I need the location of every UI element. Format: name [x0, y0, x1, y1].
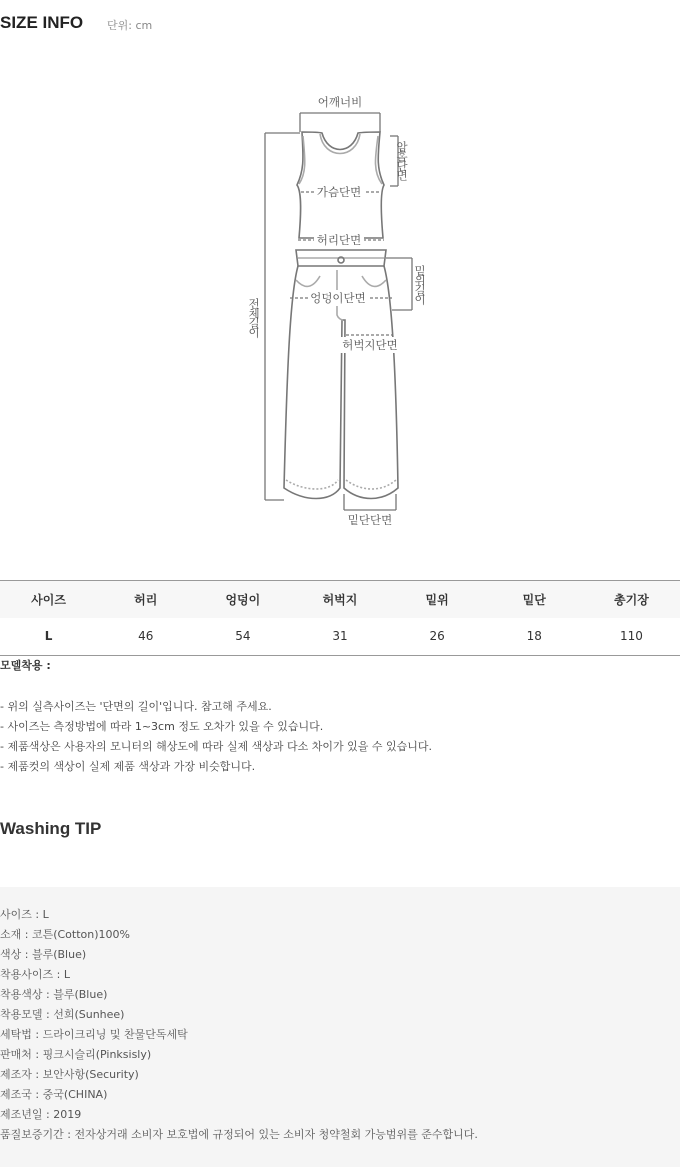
- label-waist: 허리단면: [316, 233, 362, 247]
- label-hip: 엉덩이단면: [310, 291, 366, 305]
- col-waist: 허리: [97, 581, 194, 618]
- cell-waist: 46: [97, 618, 194, 656]
- label-chest: 가슴단면: [316, 185, 362, 199]
- note-item: - 제품컷의 색상이 실제 제품 색상과 가장 비슷합니다.: [0, 760, 256, 773]
- note-item: - 위의 실측사이즈는 '단면의 길이'입니다. 참고해 주세요.: [0, 700, 272, 713]
- info-country: 제조국 : 중국(CHINA): [0, 1088, 108, 1101]
- label-total-length: 전체길이: [247, 298, 261, 336]
- col-thigh: 허벅지: [291, 581, 388, 618]
- note-item: - 사이즈는 측정방법에 따라 1~3cm 정도 오차가 있을 수 있습니다.: [0, 720, 324, 733]
- product-info-list: [0, 905, 478, 1145]
- cell-size: L: [0, 618, 97, 656]
- product-info-box: [0, 887, 680, 1167]
- cell-hip: 54: [194, 618, 291, 656]
- cell-total-length: 110: [583, 618, 680, 656]
- info-model: 착용모델 : 선희(Sunhee): [0, 1008, 125, 1021]
- model-wearing-label: 모델착용 :: [0, 659, 51, 672]
- info-date: 제조년일 : 2019: [0, 1108, 82, 1121]
- label-armhole: 암홀단면: [395, 141, 409, 179]
- garment-illustration: [0, 80, 680, 550]
- info-washing: 세탁법 : 드라이크리닝 및 찬물단독세탁: [0, 1028, 188, 1041]
- col-hip: 엉덩이: [194, 581, 291, 618]
- col-size: 사이즈: [0, 581, 97, 618]
- cell-rise: 26: [389, 618, 486, 656]
- info-warranty: 품질보증기간 : 전자상거래 소비자 보호법에 규정되어 있는 소비자 청약철회 가능범위를 준수합니다.: [0, 1128, 478, 1141]
- label-thigh: 허벅지단면: [342, 338, 398, 352]
- col-total-length: 총기장: [583, 581, 680, 618]
- info-seller: 판매처 : 핑크시슬리(Pinksisly): [0, 1048, 152, 1061]
- info-wearing-size: 착용사이즈 : L: [0, 968, 70, 981]
- table-header-row: [0, 581, 680, 618]
- size-info-title: SIZE INFO: [0, 13, 84, 32]
- label-hem: 밑단단면: [347, 513, 393, 527]
- cell-thigh: 31: [291, 618, 388, 656]
- unit-label: 단위: cm: [107, 19, 153, 32]
- info-size: 사이즈 : L: [0, 908, 49, 921]
- info-color: 색상 : 블루(Blue): [0, 948, 87, 961]
- label-shoulder: 어깨너비: [317, 95, 363, 109]
- size-diagram: [0, 80, 680, 550]
- table-row: [0, 618, 680, 656]
- info-material: 소재 : 코튼(Cotton)100%: [0, 928, 130, 941]
- info-manufacturer: 제조자 : 보안사항(Security): [0, 1068, 139, 1081]
- note-item: - 제품색상은 사용자의 모니터의 해상도에 따라 실제 색상과 다소 차이가 있을 수 있습니다.: [0, 740, 432, 753]
- col-hem: 밑단: [486, 581, 583, 618]
- size-notes: [0, 697, 432, 777]
- info-wearing-color: 착용색상 : 블루(Blue): [0, 988, 108, 1001]
- col-rise: 밑위: [389, 581, 486, 618]
- cell-hem: 18: [486, 618, 583, 656]
- label-rise: 밑위길이: [413, 265, 427, 303]
- washing-tip-title: Washing TIP: [0, 819, 102, 838]
- size-table: [0, 580, 680, 656]
